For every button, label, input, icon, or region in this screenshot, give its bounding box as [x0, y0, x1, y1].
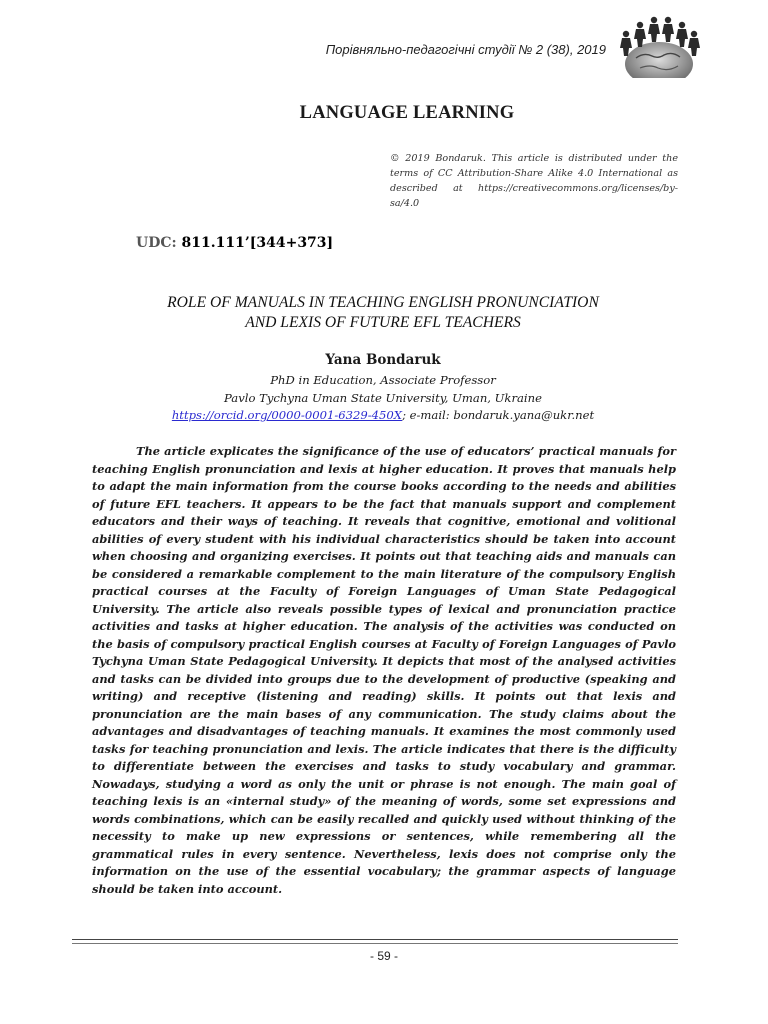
footer-rule-thin: [72, 943, 678, 944]
page-number: - 59 -: [369, 949, 398, 963]
author-email: ; e-mail: bondaruk.yana@ukr.net: [402, 408, 595, 422]
footer-rule: [72, 939, 678, 940]
author-institution: Pavlo Tychyna Uman State University, Uman, Ukraine: [224, 390, 542, 405]
article-title-line-2: AND LEXIS OF FUTURE EFL TEACHERS: [245, 314, 521, 331]
article-title: [90, 293, 676, 333]
journal-logo-globe-icon: [614, 14, 704, 78]
author-degree: PhD in Education, Associate Professor: [270, 373, 496, 387]
udc-separator: :: [171, 235, 182, 251]
license-notice: © 2019 Bondaruk. This article is distributed under the terms of CC Attribution-Share Alike 4.0 International as described at https://creativecommons.org/licenses/by-sa/4.0: [390, 153, 678, 209]
udc-label: UDC: [136, 235, 172, 251]
abstract: The article explicates the significance of the use of educators’ practical manuals for teaching English pronunciation and lexis at higher education. It proves that manuals help to adapt the main information from the course books according to the needs and abilities of future EFL teachers. It appears to be the fact that manuals support and complement educators and their ways of teaching. It reveals that cognitive, emotional and volitional abilities of every student with his individual characteristics should be taken into account when choosing and organizing exercises. It points out that teaching aids and manuals can be considered a remarkable complement to the main literature of the compulsory English practical courses at the Faculty of Foreign Languages of Uman State Pedagogical University. The article also reveals possible types of lexical and pronunciation practice activities and tasks at higher education. The analysis of the activities was conducted on the basis of compulsory practical English courses at Faculty of Foreign Languages of Pavlo Tychyna Uman State Pedagogical University. It depicts that most of the analysed activities and tasks can be divided into groups due to the development of productive (speaking and writing) and receptive (listening and reading) skills. It points out that lexis and pronunciation are the main bases of any communication. The study claims about the advantages and disadvantages of teaching manuals. It examines the most commonly used tasks for teaching pronunciation and lexis. The article indicates that there is the difficulty to differentiate between the exercises and tasks to study vocabulary and grammar. Nowadays, studying a word as only the unit or phrase is not enough. The main goal of teaching lexis is an «internal study» of the meaning of words, some set expressions and words combinations, which can be easily recalled and quickly used without thinking of the necessity to make up new expressions or sentences, while remembering all the grammatical rules in every sentence. Nevertheless, lexis does not comprise only the information on the use of the essential vocabulary; the grammar aspects of language should be taken into account.: [92, 444, 676, 896]
author-affiliation: [90, 372, 676, 425]
article-title-line-1: ROLE OF MANUALS IN TEACHING ENGLISH PRONUNCIATION: [167, 294, 599, 311]
author-contacts: [90, 407, 676, 425]
orcid-link[interactable]: https://orcid.org/0000-0001-6329-450X: [171, 408, 403, 422]
section-title: LANGUAGE LEARNING: [299, 103, 515, 123]
udc-value: 811.111’[344+373]: [181, 235, 334, 251]
author-name: Yana Bondaruk: [325, 352, 441, 368]
journal-header: Порівняльно-педагогічні студії № 2 (38), 2019: [325, 42, 606, 57]
udc-code: [136, 235, 333, 251]
